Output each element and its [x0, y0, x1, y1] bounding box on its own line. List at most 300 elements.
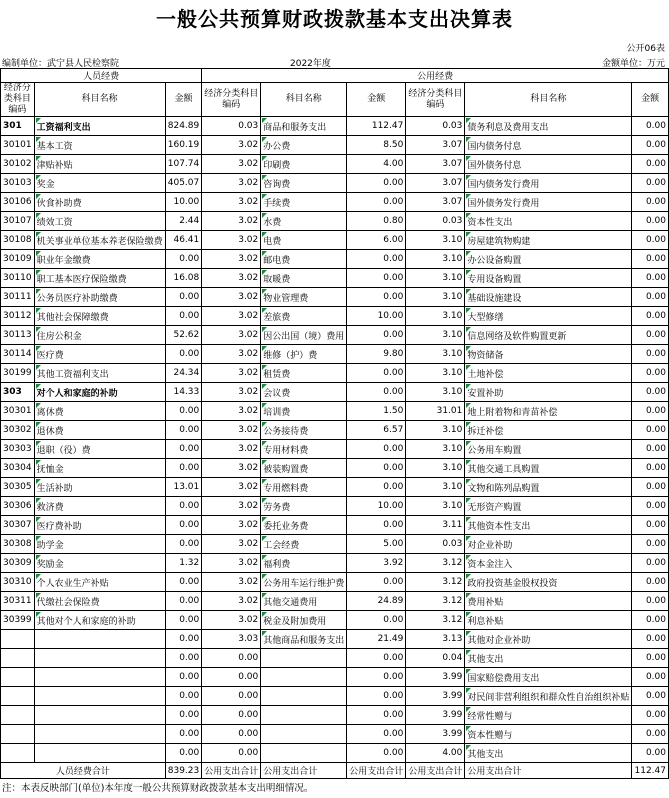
- item-name-cell: 委托业务费: [261, 516, 347, 535]
- amount-cell: 0.00: [347, 478, 406, 497]
- amount-cell: 0.00: [632, 421, 669, 440]
- item-name-cell: 助学金: [34, 535, 165, 554]
- econ-code-cell: 30107: [1, 212, 35, 231]
- econ-code-cell: 3.11: [406, 516, 465, 535]
- econ-code-cell: 0.00: [202, 725, 261, 744]
- econ-code-cell: [1, 725, 35, 744]
- econ-code-cell: 0.00: [202, 687, 261, 706]
- amount-cell: 0.00: [347, 611, 406, 630]
- item-name-cell: 退休费: [34, 421, 165, 440]
- item-name-cell: 其他对个人和家庭的补助: [34, 611, 165, 630]
- econ-code-cell: 3.02: [202, 250, 261, 269]
- item-name-cell: 物业管理费: [261, 288, 347, 307]
- econ-code-cell: 3.02: [202, 136, 261, 155]
- item-name-cell: 职工基本医疗保险缴费: [34, 269, 165, 288]
- item-name-cell: 取暖费: [261, 269, 347, 288]
- table-row: [1, 117, 669, 136]
- amount-cell: 0.00: [347, 288, 406, 307]
- public-total-label: 公用支出合计: [347, 763, 406, 779]
- econ-code-cell: 30111: [1, 288, 35, 307]
- amount-cell: 24.34: [165, 364, 202, 383]
- amount-cell: 0.00: [165, 535, 202, 554]
- item-name-cell: 国内债务发行费用: [465, 174, 632, 193]
- amount-cell: 0.00: [347, 326, 406, 345]
- item-name-cell: 维修（护）费: [261, 345, 347, 364]
- amount-cell: 46.41: [165, 231, 202, 250]
- table-row: [1, 307, 669, 326]
- econ-code-cell: 3.10: [406, 269, 465, 288]
- econ-code-cell: 3.02: [202, 516, 261, 535]
- item-name-cell: [261, 649, 347, 668]
- amount-cell: 112.47: [347, 117, 406, 136]
- econ-code-cell: 3.10: [406, 288, 465, 307]
- econ-code-cell: 3.02: [202, 421, 261, 440]
- amount-cell: 0.00: [632, 136, 669, 155]
- item-name-cell: 安置补助: [465, 383, 632, 402]
- group-header-row: [1, 69, 669, 83]
- table-row: [1, 459, 669, 478]
- econ-code-cell: 30113: [1, 326, 35, 345]
- item-name-header: 科目名称: [465, 83, 632, 117]
- table-row: [1, 611, 669, 630]
- table-row: [1, 554, 669, 573]
- table-row: [1, 706, 669, 725]
- econ-code-cell: 3.10: [406, 307, 465, 326]
- amount-cell: 0.00: [165, 459, 202, 478]
- econ-code-cell: 3.10: [406, 459, 465, 478]
- table-row: [1, 497, 669, 516]
- amount-cell: 0.00: [165, 307, 202, 326]
- item-name-cell: 对民间非营利组织和群众性自治组织补贴: [465, 687, 632, 706]
- amount-cell: 0.00: [632, 231, 669, 250]
- amount-cell: 0.00: [632, 250, 669, 269]
- amount-cell: 0.00: [347, 516, 406, 535]
- econ-code-cell: 3.02: [202, 383, 261, 402]
- econ-code-cell: 30309: [1, 554, 35, 573]
- econ-code-cell: 3.10: [406, 250, 465, 269]
- amount-cell: 0.00: [632, 497, 669, 516]
- econ-code-cell: 3.10: [406, 326, 465, 345]
- econ-code-cell: 30301: [1, 402, 35, 421]
- public-total-value: 112.47: [632, 763, 669, 779]
- item-name-cell: 文物和陈列品购置: [465, 478, 632, 497]
- amount-cell: 0.00: [165, 611, 202, 630]
- econ-code-cell: 0.00: [202, 706, 261, 725]
- econ-code-cell: 3.07: [406, 193, 465, 212]
- item-name-cell: 税金及附加费用: [261, 611, 347, 630]
- table-row: [1, 174, 669, 193]
- amount-cell: 0.00: [632, 117, 669, 136]
- econ-code-cell: 3.02: [202, 231, 261, 250]
- personnel-header: 人员经费: [1, 69, 202, 83]
- item-name-cell: [261, 668, 347, 687]
- item-name-cell: [34, 649, 165, 668]
- table-row: [1, 345, 669, 364]
- econ-code-cell: 30311: [1, 592, 35, 611]
- item-name-cell: 差旅费: [261, 307, 347, 326]
- amount-cell: 0.00: [165, 706, 202, 725]
- item-name-cell: 办公设备购置: [465, 250, 632, 269]
- econ-code-cell: 30103: [1, 174, 35, 193]
- amount-cell: 0.00: [632, 611, 669, 630]
- amount-cell: 824.89: [165, 117, 202, 136]
- amount-cell: 6.57: [347, 421, 406, 440]
- item-name-cell: 国外债务付息: [465, 155, 632, 174]
- item-name-cell: 医疗费补助: [34, 516, 165, 535]
- item-name-cell: 其他交通费用: [261, 592, 347, 611]
- amount-cell: 0.00: [632, 725, 669, 744]
- econ-code-cell: 0.03: [406, 212, 465, 231]
- amount-cell: 10.00: [347, 307, 406, 326]
- personnel-total-label: 人员经费合计: [1, 763, 166, 779]
- econ-code-cell: 30305: [1, 478, 35, 497]
- amount-cell: 160.19: [165, 136, 202, 155]
- item-name-cell: 资本性支出: [465, 212, 632, 231]
- amount-cell: 405.07: [165, 174, 202, 193]
- item-name-cell: 经常性赠与: [465, 706, 632, 725]
- econ-code-cell: 3.02: [202, 345, 261, 364]
- amount-header: 金额: [347, 83, 406, 117]
- amount-cell: 0.00: [165, 630, 202, 649]
- item-name-cell: 公务接待费: [261, 421, 347, 440]
- amount-cell: 0.00: [165, 345, 202, 364]
- item-name-cell: 其他对企业补助: [465, 630, 632, 649]
- table-row: [1, 744, 669, 763]
- item-name-cell: 债务利息及费用支出: [465, 117, 632, 136]
- amount-cell: 0.00: [632, 630, 669, 649]
- econ-code-cell: 31.01: [406, 402, 465, 421]
- table-row: [1, 136, 669, 155]
- amount-cell: 8.50: [347, 136, 406, 155]
- item-name-cell: [34, 668, 165, 687]
- footnote: 注：本表反映部门(单位)本年度一般公共预算财政拨款基本支出明细情况。: [2, 783, 314, 794]
- econ-code-cell: 0.00: [202, 649, 261, 668]
- econ-code-cell: [1, 706, 35, 725]
- amount-cell: 0.00: [632, 193, 669, 212]
- item-name-header: 科目名称: [34, 83, 165, 117]
- item-name-cell: 土地补偿: [465, 364, 632, 383]
- econ-code-cell: 3.99: [406, 725, 465, 744]
- econ-code-cell: 0.03: [406, 117, 465, 136]
- item-name-cell: 办公费: [261, 136, 347, 155]
- item-name-cell: [34, 706, 165, 725]
- public-total-label: 公用支出合计: [261, 763, 347, 779]
- econ-code-cell: 30304: [1, 459, 35, 478]
- public-header: 公用经费: [202, 69, 669, 83]
- item-name-cell: 资本性赠与: [465, 725, 632, 744]
- econ-code-cell: 3.99: [406, 687, 465, 706]
- item-name-cell: [261, 744, 347, 763]
- econ-code-cell: [1, 744, 35, 763]
- econ-code-cell: 30306: [1, 497, 35, 516]
- item-name-cell: 利息补贴: [465, 611, 632, 630]
- amount-cell: 0.00: [632, 364, 669, 383]
- amount-cell: 0.00: [165, 440, 202, 459]
- table-row: [1, 687, 669, 706]
- amount-cell: 0.00: [347, 269, 406, 288]
- table-row: [1, 440, 669, 459]
- item-name-cell: 公务员医疗补助缴费: [34, 288, 165, 307]
- econ-code-cell: 3.10: [406, 383, 465, 402]
- econ-code-cell: 30303: [1, 440, 35, 459]
- econ-code-cell: [1, 668, 35, 687]
- item-name-cell: 对企业补助: [465, 535, 632, 554]
- econ-code-cell: 3.10: [406, 478, 465, 497]
- econ-code-header: 经济分类科目编码: [202, 83, 261, 117]
- item-name-cell: 其他支出: [465, 744, 632, 763]
- public-total-label: 公用支出合计: [465, 763, 632, 779]
- amount-cell: 0.00: [632, 402, 669, 421]
- econ-code-cell: 30310: [1, 573, 35, 592]
- econ-code-cell: 3.02: [202, 364, 261, 383]
- amount-cell: 0.00: [165, 497, 202, 516]
- table-row: [1, 155, 669, 174]
- econ-code-cell: 0.03: [202, 117, 261, 136]
- item-name-cell: 其他支出: [465, 649, 632, 668]
- item-name-header: 科目名称: [261, 83, 347, 117]
- item-name-cell: 房屋建筑物购建: [465, 231, 632, 250]
- amount-cell: 0.00: [632, 573, 669, 592]
- econ-code-cell: 3.02: [202, 535, 261, 554]
- item-name-cell: 其他社会保障缴费: [34, 307, 165, 326]
- econ-code-cell: 30110: [1, 269, 35, 288]
- amount-cell: 0.00: [165, 288, 202, 307]
- amount-cell: 13.01: [165, 478, 202, 497]
- item-name-cell: 工资福利支出: [34, 117, 165, 136]
- item-name-cell: 职业年金缴费: [34, 250, 165, 269]
- item-name-cell: 伙食补助费: [34, 193, 165, 212]
- year-label: 2022年度: [290, 59, 331, 69]
- econ-code-cell: 3.02: [202, 440, 261, 459]
- item-name-cell: 国家赔偿费用支出: [465, 668, 632, 687]
- econ-code-cell: 3.02: [202, 402, 261, 421]
- amount-cell: 0.00: [347, 193, 406, 212]
- amount-cell: 0.00: [632, 535, 669, 554]
- table-row: [1, 269, 669, 288]
- amount-cell: 0.00: [632, 592, 669, 611]
- econ-code-header: 经济分类科目编码: [1, 83, 35, 117]
- amount-cell: 0.00: [165, 744, 202, 763]
- item-name-cell: 专用材料费: [261, 440, 347, 459]
- amount-cell: 0.00: [165, 421, 202, 440]
- econ-code-cell: 3.10: [406, 364, 465, 383]
- item-name-cell: 奖励金: [34, 554, 165, 573]
- amount-cell: 0.00: [347, 459, 406, 478]
- item-name-cell: 因公出国（境）费用: [261, 326, 347, 345]
- item-name-cell: 国内债务付息: [465, 136, 632, 155]
- econ-code-cell: 3.12: [406, 592, 465, 611]
- econ-code-cell: [1, 649, 35, 668]
- amount-cell: 0.00: [165, 649, 202, 668]
- amount-cell: 0.00: [347, 573, 406, 592]
- amount-cell: 52.62: [165, 326, 202, 345]
- table-row: [1, 725, 669, 744]
- item-name-cell: 救济费: [34, 497, 165, 516]
- econ-code-cell: 3.02: [202, 193, 261, 212]
- item-name-cell: [34, 687, 165, 706]
- item-name-cell: 离休费: [34, 402, 165, 421]
- amount-cell: 0.00: [347, 649, 406, 668]
- amount-cell: 0.00: [632, 459, 669, 478]
- amount-cell: 0.00: [632, 307, 669, 326]
- table-row: [1, 516, 669, 535]
- table-row: [1, 250, 669, 269]
- amount-cell: 21.49: [347, 630, 406, 649]
- amount-cell: 0.00: [165, 402, 202, 421]
- amount-cell: 107.74: [165, 155, 202, 174]
- item-name-cell: 基础设施建设: [465, 288, 632, 307]
- amount-cell: 4.00: [347, 155, 406, 174]
- econ-code-cell: 30101: [1, 136, 35, 155]
- amount-cell: 0.00: [632, 288, 669, 307]
- item-name-cell: 住房公积金: [34, 326, 165, 345]
- amount-cell: 0.00: [632, 478, 669, 497]
- amount-cell: 0.00: [165, 668, 202, 687]
- econ-code-cell: 30199: [1, 364, 35, 383]
- item-name-cell: 资本金注入: [465, 554, 632, 573]
- econ-code-cell: 3.12: [406, 611, 465, 630]
- econ-code-cell: 30106: [1, 193, 35, 212]
- table-row: [1, 193, 669, 212]
- amount-cell: 0.00: [165, 687, 202, 706]
- econ-code-cell: 3.02: [202, 307, 261, 326]
- amount-cell: 2.44: [165, 212, 202, 231]
- item-name-cell: 商品和服务支出: [261, 117, 347, 136]
- econ-code-cell: 3.02: [202, 478, 261, 497]
- item-name-cell: 物资储备: [465, 345, 632, 364]
- table-row: [1, 573, 669, 592]
- econ-code-cell: 3.99: [406, 706, 465, 725]
- econ-code-cell: 0.04: [406, 649, 465, 668]
- amount-cell: 0.00: [632, 383, 669, 402]
- item-name-cell: 邮电费: [261, 250, 347, 269]
- amount-cell: 16.08: [165, 269, 202, 288]
- econ-code-cell: 30307: [1, 516, 35, 535]
- amount-cell: 0.00: [632, 269, 669, 288]
- public-total-label: 公用支出合计: [202, 763, 261, 779]
- public-total-label: 公用支出合计: [406, 763, 465, 779]
- column-header-row: [1, 83, 669, 117]
- form-code: 公开06表: [626, 44, 665, 54]
- item-name-cell: [261, 725, 347, 744]
- item-name-cell: 抚恤金: [34, 459, 165, 478]
- item-name-cell: 费用补贴: [465, 592, 632, 611]
- item-name-cell: 个人农业生产补贴: [34, 573, 165, 592]
- amount-cell: 0.00: [632, 155, 669, 174]
- item-name-cell: 退职（役）费: [34, 440, 165, 459]
- econ-code-cell: 3.12: [406, 573, 465, 592]
- econ-code-cell: 30102: [1, 155, 35, 174]
- econ-code-cell: 3.02: [202, 326, 261, 345]
- item-name-cell: 对个人和家庭的补助: [34, 383, 165, 402]
- amount-cell: 0.00: [347, 725, 406, 744]
- econ-code-cell: 3.07: [406, 174, 465, 193]
- amount-cell: 0.00: [632, 440, 669, 459]
- table-row: [1, 402, 669, 421]
- econ-code-cell: 3.13: [406, 630, 465, 649]
- amount-cell: 0.00: [347, 706, 406, 725]
- totals-row: [1, 763, 669, 779]
- econ-code-cell: 3.02: [202, 611, 261, 630]
- amount-cell: 0.00: [165, 516, 202, 535]
- item-name-cell: 津贴补贴: [34, 155, 165, 174]
- item-name-cell: 拆迁补偿: [465, 421, 632, 440]
- item-name-cell: 手续费: [261, 193, 347, 212]
- item-name-cell: 无形资产购置: [465, 497, 632, 516]
- econ-code-cell: 3.02: [202, 554, 261, 573]
- amount-header: 金额: [165, 83, 202, 117]
- econ-code-cell: 3.10: [406, 231, 465, 250]
- item-name-cell: [34, 744, 165, 763]
- amount-cell: 0.00: [632, 744, 669, 763]
- table-row: [1, 668, 669, 687]
- econ-code-cell: [1, 630, 35, 649]
- amount-cell: 0.00: [632, 174, 669, 193]
- item-name-cell: 公务用车运行维护费: [261, 573, 347, 592]
- econ-code-cell: 30308: [1, 535, 35, 554]
- econ-code-cell: 3.10: [406, 497, 465, 516]
- econ-code-cell: 3.02: [202, 459, 261, 478]
- amount-cell: 24.89: [347, 592, 406, 611]
- amount-cell: 0.00: [632, 516, 669, 535]
- item-name-cell: 劳务费: [261, 497, 347, 516]
- econ-code-cell: 30302: [1, 421, 35, 440]
- amount-cell: 0.00: [632, 554, 669, 573]
- table-row: [1, 421, 669, 440]
- amount-cell: 14.33: [165, 383, 202, 402]
- amount-cell: 0.00: [347, 668, 406, 687]
- item-name-cell: [261, 706, 347, 725]
- amount-cell: 0.80: [347, 212, 406, 231]
- page-title: 一般公共预算财政拨款基本支出决算表: [156, 7, 513, 31]
- econ-code-cell: 3.10: [406, 440, 465, 459]
- econ-code-cell: 30112: [1, 307, 35, 326]
- item-name-cell: 大型修缮: [465, 307, 632, 326]
- item-name-cell: 机关事业单位基本养老保险缴费: [34, 231, 165, 250]
- econ-code-cell: 3.02: [202, 269, 261, 288]
- econ-code-cell: 3.12: [406, 554, 465, 573]
- item-name-cell: 地上附着物和青苗补偿: [465, 402, 632, 421]
- item-name-cell: 其他商品和服务支出: [261, 630, 347, 649]
- item-name-cell: 代缴社会保险费: [34, 592, 165, 611]
- item-name-cell: 租赁费: [261, 364, 347, 383]
- table-row: [1, 288, 669, 307]
- amount-cell: 0.00: [632, 345, 669, 364]
- econ-code-cell: 4.00: [406, 744, 465, 763]
- econ-code-cell: 3.02: [202, 288, 261, 307]
- item-name-cell: [34, 725, 165, 744]
- amount-cell: 0.00: [165, 725, 202, 744]
- table-row: [1, 592, 669, 611]
- econ-code-header: 经济分类科目编码: [406, 83, 465, 117]
- amount-cell: 0.00: [632, 687, 669, 706]
- econ-code-cell: [1, 687, 35, 706]
- amount-cell: 0.00: [347, 174, 406, 193]
- item-name-cell: 福利费: [261, 554, 347, 573]
- econ-code-cell: 3.02: [202, 174, 261, 193]
- amount-cell: 0.00: [347, 250, 406, 269]
- item-name-cell: 信息网络及软件购置更新: [465, 326, 632, 345]
- table-row: [1, 535, 669, 554]
- amount-cell: 0.00: [347, 440, 406, 459]
- amount-unit: 金额单位：万元: [601, 59, 665, 69]
- amount-cell: 0.00: [632, 326, 669, 345]
- table-row: [1, 326, 669, 345]
- econ-code-cell: 3.10: [406, 421, 465, 440]
- amount-cell: 0.00: [632, 706, 669, 725]
- table-row: [1, 630, 669, 649]
- econ-code-cell: 3.02: [202, 573, 261, 592]
